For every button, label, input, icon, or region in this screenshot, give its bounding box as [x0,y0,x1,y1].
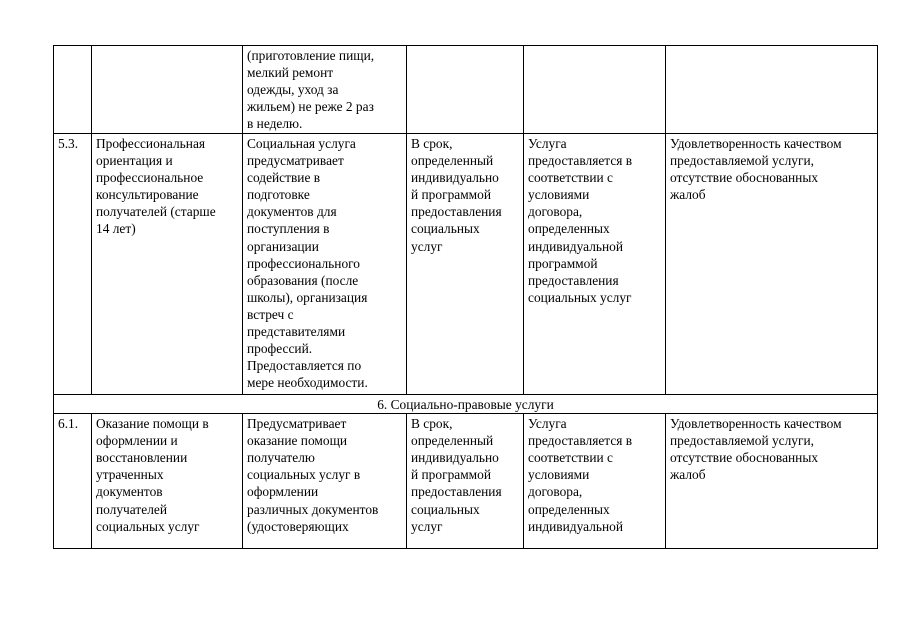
cell-service-conditions-text: Услуга предоставляется в соответствии с условиями договора, определенных индивидуальной [528,416,633,534]
cell-service-term [407,414,524,549]
cell-service-conditions [524,414,666,549]
table-row [54,134,878,395]
cell-service-result-text: Удовлетворенность качеством предоставляемой услуги, отсутствие обоснованных жалоб [670,416,842,483]
cell-service-term [407,46,524,134]
cell-service-description-text: Социальная услуга предусматривает содействие в подготовке документов для поступления в организации профессионального образования (после школы), организация встреч с представителями профессий. Предоставляется по мере необходимости. [247,136,368,391]
cell-service-conditions [524,134,666,395]
cell-service-result [666,414,878,549]
cell-service-conditions-text: Услуга предоставляется в соответствии с условиями договора, определенных индивидуальной программой предоставления социальных услуг [528,136,633,305]
cell-number-text: 5.3. [58,136,79,151]
cell-number [54,414,92,549]
cell-service-result-text: Удовлетворенность качеством предоставляемой услуги, отсутствие обоснованных жалоб [670,136,842,203]
cell-service-result [666,134,878,395]
cell-service-conditions [524,46,666,134]
section-header-row [54,395,878,414]
cell-service-description [243,46,407,134]
cell-service-name [92,414,243,549]
cell-service-name-text: Оказание помощи в оформлении и восстановлении утраченных документов получателей социальных услуг [96,416,209,534]
table-row [54,46,878,134]
services-table [53,45,878,549]
cell-service-description-text: Предусматривает оказание помощи получателю социальных услуг в оформлении различных документов (удостоверяющих [247,416,379,534]
cell-service-result [666,46,878,134]
cell-service-description [243,134,407,395]
cell-service-term-text: В срок, определенный индивидуально й программой предоставления социальных услуг [411,416,502,534]
cell-service-term [407,134,524,395]
cell-number [54,134,92,395]
section-header: 6. Социально-правовые услуги [54,395,878,414]
cell-service-name [92,134,243,395]
cell-number [54,46,92,134]
cell-service-description [243,414,407,549]
cell-service-term-text: В срок, определенный индивидуально й программой предоставления социальных услуг [411,136,502,254]
cell-service-description-text: (приготовление пищи, мелкий ремонт одежды, уход за жильем) не реже 2 раз в неделю. [247,48,375,132]
table-row [54,414,878,549]
cell-service-name-text: Профессиональная ориентация и профессиональное консультирование получателей (старше 14 лет) [96,136,216,237]
cell-number-text: 6.1. [58,416,79,432]
cell-service-name [92,46,243,134]
